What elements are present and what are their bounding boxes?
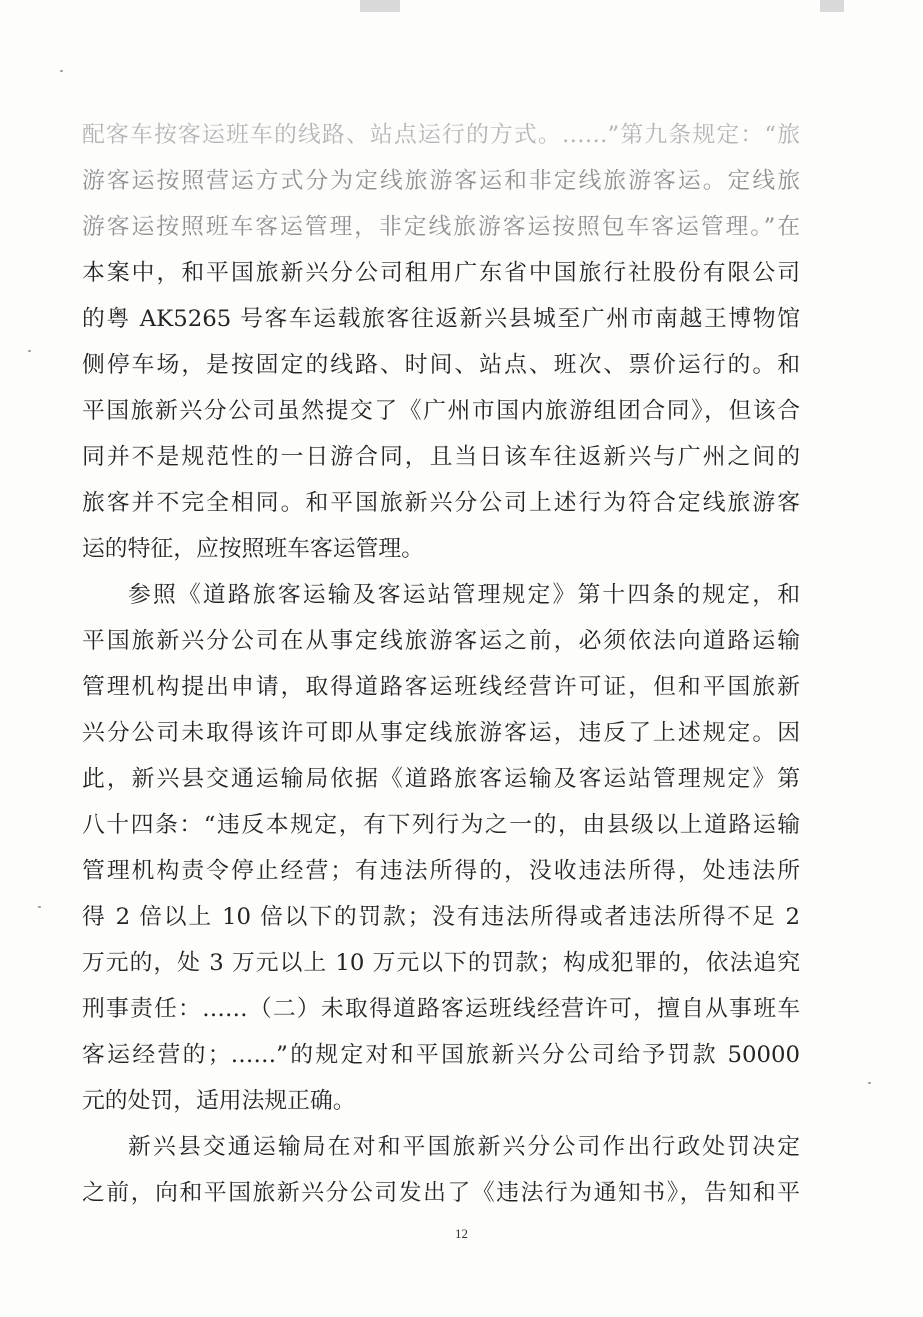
- text-line: 游客运按照班车客运管理，非定线旅游客运按照包车客运管理。”在: [82, 214, 800, 240]
- text-line: 客运经营的；……”的规定对和平国旅新兴分公司给予罚款 50000: [82, 1042, 800, 1068]
- text-line: 八十四条：“违反本规定，有下列行为之一的，由县级以上道路运输: [82, 812, 800, 838]
- text-line: 运的特征，应按照班车客运管理。: [82, 536, 424, 562]
- text-line: 本案中，和平国旅新兴分公司租用广东省中国旅行社股份有限公司: [82, 260, 800, 286]
- text-line: 万元的，处 3 万元以上 10 万元以下的罚款；构成犯罪的，依法追究: [82, 950, 800, 976]
- scan-edge-mark: [360, 0, 400, 12]
- body-text: [82, 112, 800, 1216]
- text-line: 平国旅新兴分公司虽然提交了《广州市国内旅游组团合同》，但该合: [82, 398, 800, 424]
- text-line: 得 2 倍以上 10 倍以下的罚款；没有违法所得或者违法所得不足 2: [82, 904, 800, 930]
- text-line: 元的处罚，适用法规正确。: [82, 1088, 356, 1114]
- text-line: 同并不是规范性的一日游合同，且当日该车往返新兴与广州之间的: [82, 444, 800, 470]
- text-line: 侧停车场，是按固定的线路、时间、站点、班次、票价运行的。和: [82, 352, 800, 378]
- text-line: 兴分公司未取得该许可即从事定线旅游客运，违反了上述规定。因: [82, 720, 800, 746]
- text-line: 平国旅新兴分公司在从事定线旅游客运之前，必须依法向道路运输: [82, 628, 800, 654]
- scan-speck: [28, 350, 31, 352]
- scan-speck: [38, 906, 41, 908]
- text-line: 参照《道路旅客运输及客运站管理规定》第十四条的规定，和: [128, 582, 800, 608]
- text-line: 之前，向和平国旅新兴分公司发出了《违法行为通知书》，告知和平: [82, 1180, 800, 1206]
- text-line: 的粤 AK5265 号客车运载旅客往返新兴县城至广州市南越王博物馆: [82, 306, 800, 332]
- text-line: 新兴县交通运输局在对和平国旅新兴分公司作出行政处罚决定: [128, 1134, 800, 1160]
- scan-edge-mark: [820, 0, 844, 12]
- text-line: 管理机构提出申请，取得道路客运班线经营许可证，但和平国旅新: [82, 674, 800, 700]
- text-line: 此，新兴县交通运输局依据《道路旅客运输及客运站管理规定》第: [82, 766, 800, 792]
- scan-speck: [60, 70, 63, 72]
- scan-speck: [868, 1082, 871, 1084]
- text-line: 管理机构责令停止经营；有违法所得的，没收违法所得，处违法所: [82, 858, 800, 884]
- text-line: 旅客并不完全相同。和平国旅新兴分公司上述行为符合定线旅游客: [82, 490, 800, 516]
- page-number: 12: [455, 1226, 468, 1241]
- text-line: 配客车按客运班车的线路、站点运行的方式。……”第九条规定：“旅: [82, 122, 800, 148]
- text-line: 游客运按照营运方式分为定线旅游客运和非定线旅游客运。定线旅: [82, 168, 800, 194]
- text-line: 刑事责任：……（二）未取得道路客运班线经营许可，擅自从事班车: [82, 996, 800, 1022]
